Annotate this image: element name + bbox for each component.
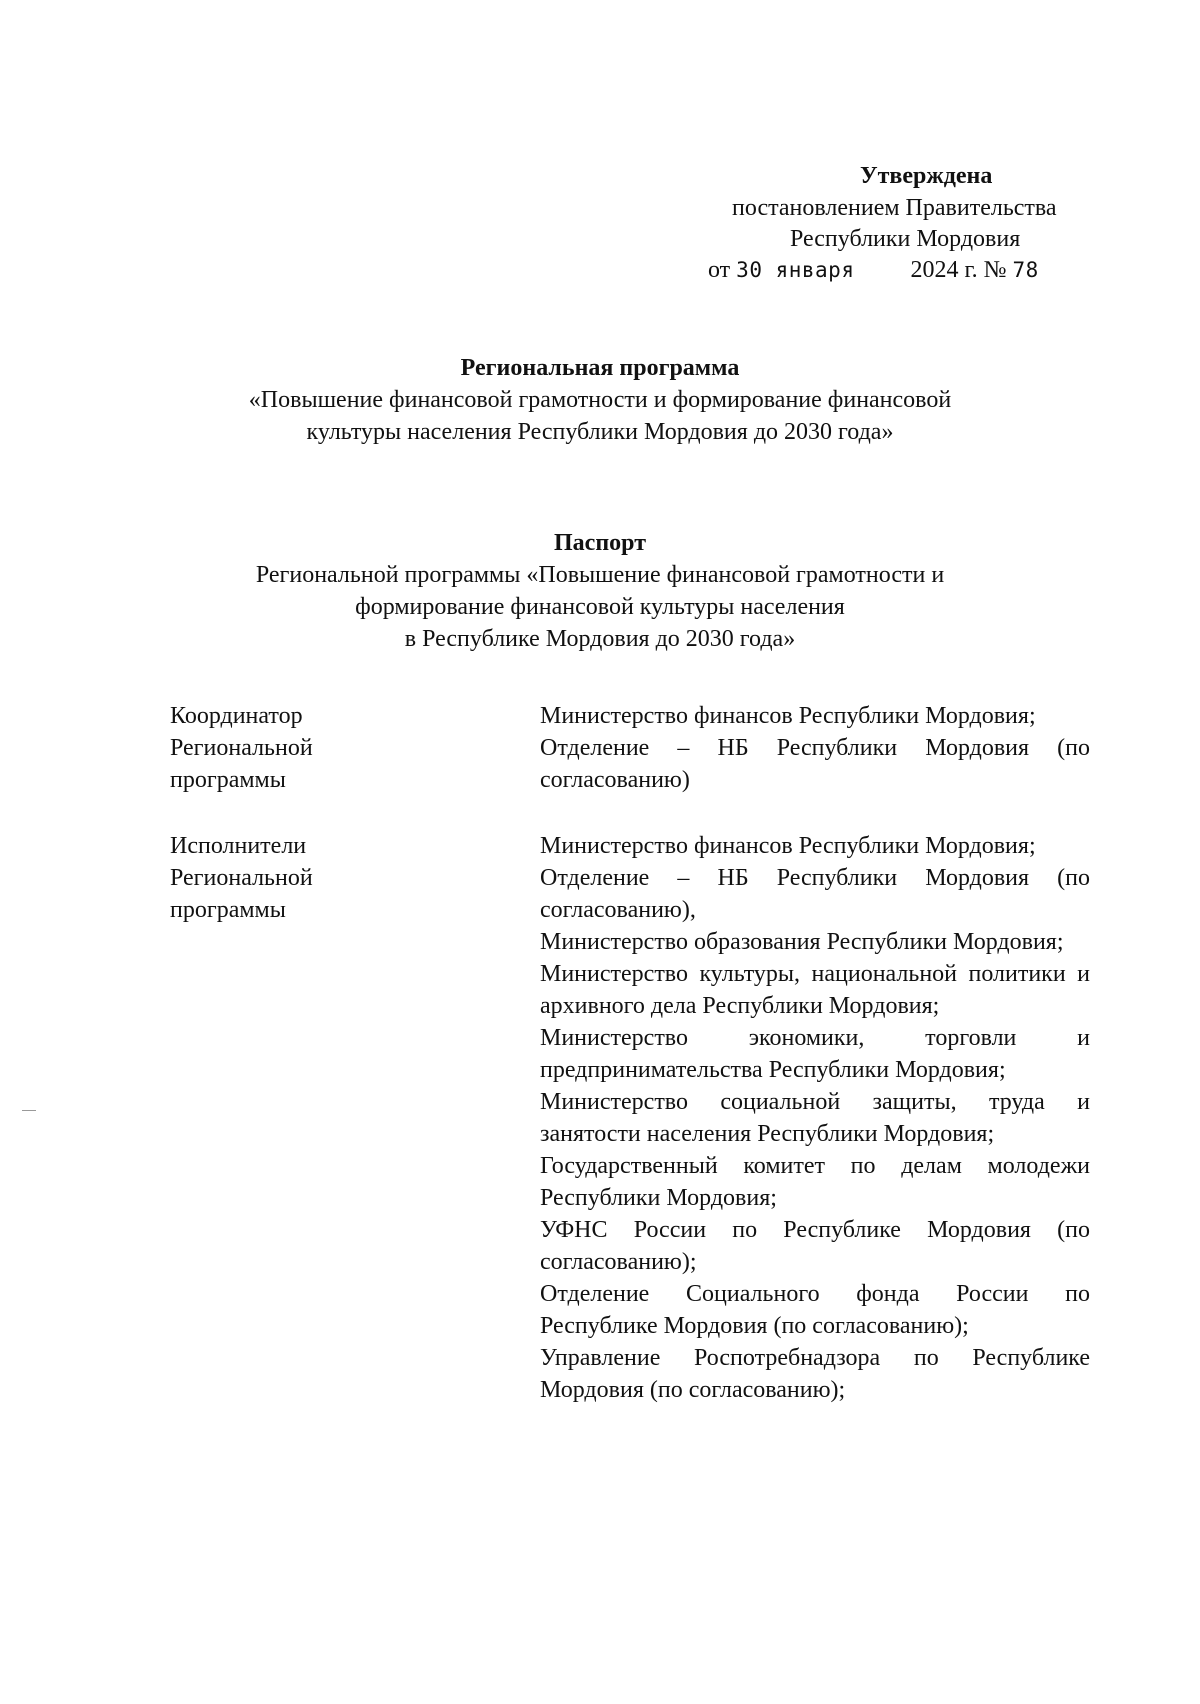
- row-label-line: Региональной: [170, 865, 313, 891]
- row-value-item: Министерство культуры, национальной политики и архивного дела Республики Мордовия;: [540, 961, 1090, 1019]
- approval-heading: Утверждена: [860, 163, 993, 189]
- row-label-line: Координатор: [170, 703, 303, 729]
- row-label-line: Исполнители: [170, 833, 307, 859]
- passport-heading: Паспорт: [554, 530, 646, 556]
- row-values: [540, 700, 1090, 796]
- row-value-item: Министерство финансов Республики Мордовия;: [540, 833, 1036, 859]
- passport-row-coordinator: [170, 700, 1090, 796]
- program-heading: Региональная программа: [460, 355, 740, 381]
- passport-title-block: [0, 527, 1200, 655]
- passport-row-executors: [170, 830, 1090, 1406]
- row-value-item: УФНС России по Республике Мордовия (по согласованию);: [540, 1217, 1090, 1275]
- scan-artifact-mark: [22, 1110, 36, 1111]
- row-label-line: программы: [170, 897, 286, 923]
- passport-table: [170, 700, 1090, 1406]
- passport-line-3: в Республике Мордовия до 2030 года»: [404, 626, 796, 652]
- passport-line-1: Региональной программы «Повышение финансовой грамотности и: [255, 562, 945, 588]
- approval-doc-number: 78: [1012, 258, 1039, 282]
- row-label: [170, 830, 540, 926]
- row-value-item: Министерство финансов Республики Мордовия;: [540, 703, 1036, 729]
- row-value-item: Отделение – НБ Республики Мордовия (по согласованию),: [540, 865, 1090, 923]
- approval-year-number-label: 2024 г. №: [910, 257, 1007, 283]
- row-value-item: Отделение Социального фонда России по Республике Мордовия (по согласованию);: [540, 1281, 1090, 1339]
- row-values: [540, 830, 1090, 1406]
- approval-decree-line: постановлением Правительства: [732, 195, 1057, 221]
- approval-date-prefix: от: [708, 257, 731, 283]
- program-name-line-1: «Повышение финансовой грамотности и формирование финансовой: [248, 387, 952, 413]
- row-value-item: Государственный комитет по делам молодежи Республики Мордовия;: [540, 1153, 1090, 1211]
- approval-date-value: 30 января: [736, 258, 855, 282]
- row-value-item: Управление Роспотребнадзора по Республике Мордовия (по согласованию);: [540, 1345, 1090, 1403]
- row-value-item: Министерство образования Республики Мордовия;: [540, 929, 1064, 955]
- row-label-line: программы: [170, 767, 286, 793]
- row-label: [170, 700, 540, 796]
- program-name-line-2: культуры населения Республики Мордовия до 2030 года»: [306, 419, 894, 445]
- approval-republic-line: Республики Мордовия: [790, 226, 1021, 252]
- row-value-item: Министерство экономики, торговли и предпринимательства Республики Мордовия;: [540, 1025, 1090, 1083]
- approval-date-row: [708, 254, 1039, 286]
- program-title-block: [0, 352, 1200, 448]
- row-label-line: Региональной: [170, 735, 313, 761]
- passport-line-2: формирование финансовой культуры населения: [355, 594, 845, 620]
- row-value-item: Отделение – НБ Республики Мордовия (по согласованию): [540, 735, 1090, 793]
- row-value-item: Министерство социальной защиты, труда и занятости населения Республики Мордовия;: [540, 1089, 1090, 1147]
